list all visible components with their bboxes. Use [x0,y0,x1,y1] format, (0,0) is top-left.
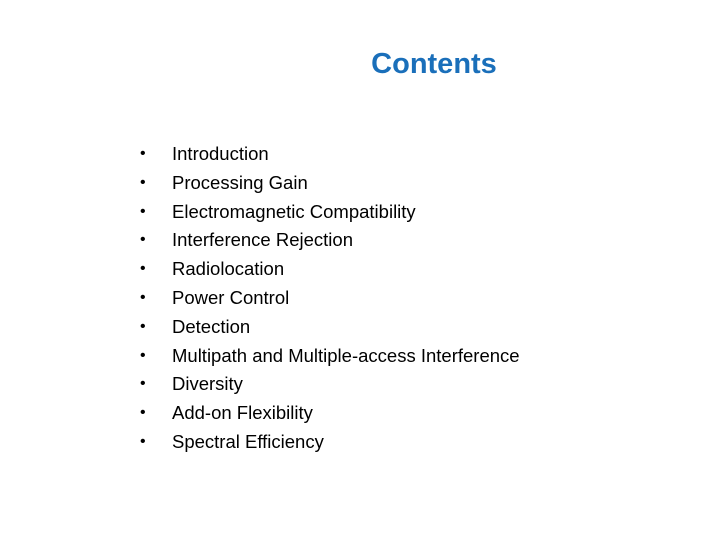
bullet-icon: • [140,346,146,364]
bullet-icon: • [140,375,146,393]
bullet-icon: • [140,202,146,220]
bullet-icon: • [140,432,146,450]
list-item-label: Spectral Efficiency [172,430,324,452]
list-item-label: Add-on Flexibility [172,402,313,424]
bullet-icon: • [140,145,146,162]
bullet-icon: • [140,260,146,278]
list-item-label: Power Control [172,286,290,308]
slide-title: Contents [371,48,497,80]
list-item-label: Diversity [172,373,243,395]
list-item-label: Electromagnetic Compatibility [172,200,416,222]
list-item-label: Introduction [172,143,269,164]
list-item-label: Multipath and Multiple-access Interference [172,344,520,366]
list-item-label: Processing Gain [172,171,308,193]
bullet-icon: • [140,288,146,306]
list-item-label: Radiolocation [172,258,285,280]
list-item-label: Interference Rejection [172,229,353,251]
bullet-icon: • [140,404,146,422]
bullet-icon: • [140,173,146,191]
list-item-label: Detection [172,315,251,337]
bullet-icon: • [140,317,146,335]
bullet-icon: • [140,231,146,249]
